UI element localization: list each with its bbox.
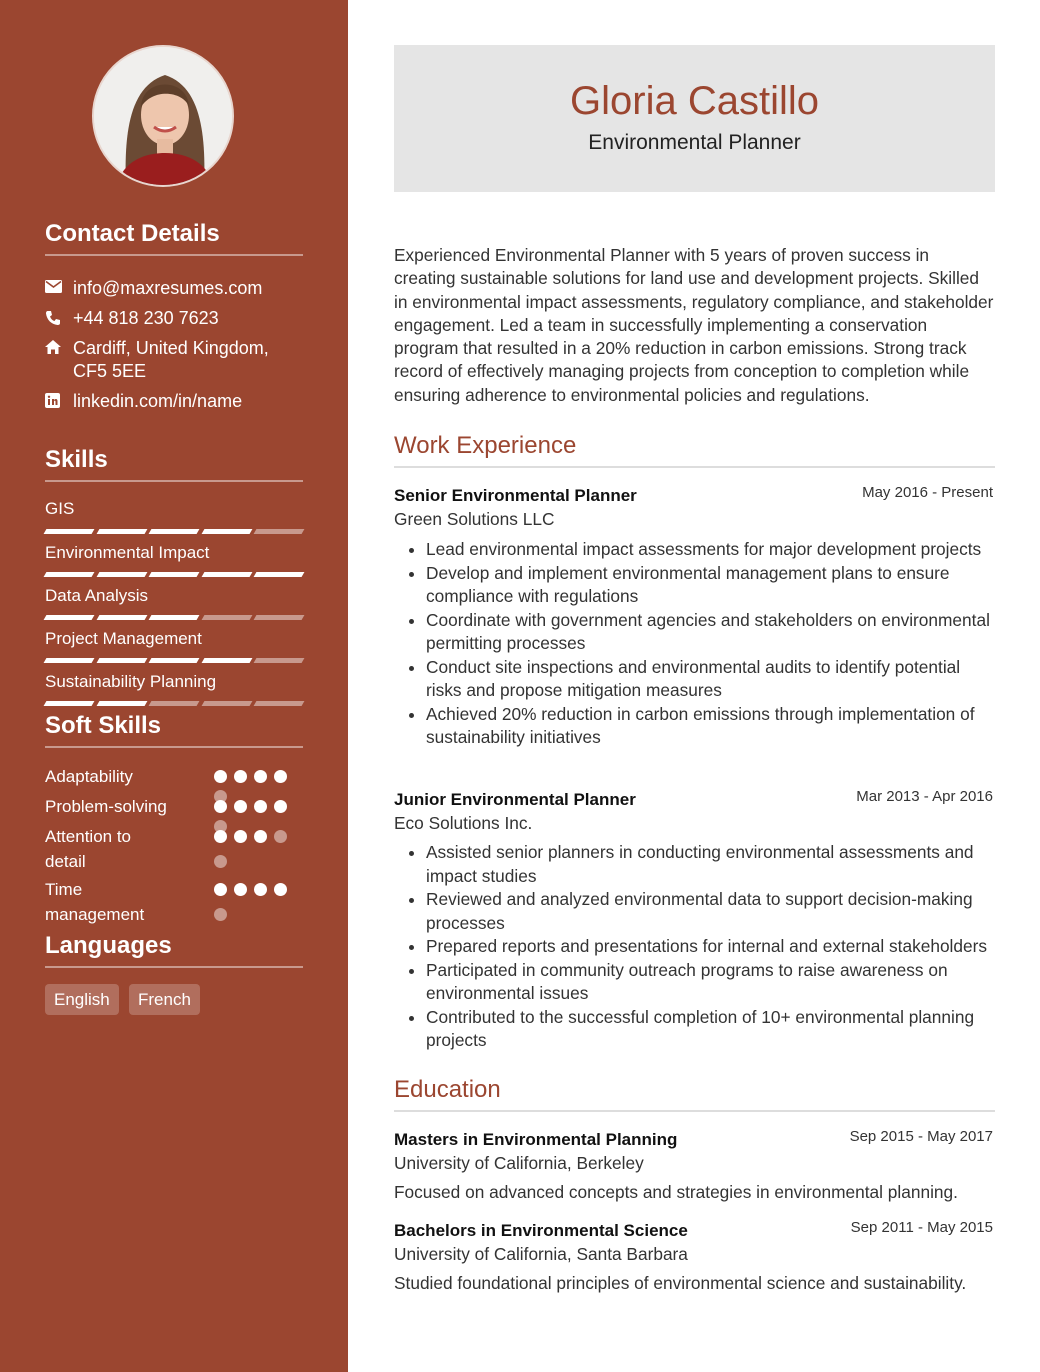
skill-level-bar — [45, 572, 303, 577]
skill-level-segment — [201, 615, 251, 620]
school-name: University of California, Berkeley — [394, 1153, 644, 1173]
rating-dot — [274, 770, 287, 783]
skill-level-segment — [149, 701, 199, 706]
skill-level-segment — [96, 529, 146, 534]
skill-level-segment — [254, 615, 304, 620]
sidebar — [0, 0, 348, 1372]
skill-level-segment — [44, 572, 94, 577]
rating-dot — [214, 770, 227, 783]
contact-email[interactable] — [45, 277, 303, 300]
rating-dot — [214, 830, 227, 843]
skill-label: GIS — [45, 499, 75, 518]
soft-skills-heading: Soft Skills — [45, 712, 303, 748]
skill-label: Project Management — [45, 629, 202, 648]
skill-level-segment — [44, 658, 94, 663]
skill-level-bar — [45, 701, 303, 706]
list-item: • Develop and implement environmental management plans to ensure compliance with regulations — [426, 562, 995, 609]
skill-level-segment — [149, 658, 199, 663]
skill-level-segment — [254, 529, 304, 534]
phone-icon — [45, 307, 73, 330]
skill-level-bar — [45, 658, 303, 663]
job-title: Junior Environmental Planner — [394, 790, 636, 809]
skill-level-segment — [149, 529, 199, 534]
list-item: • Assisted senior planners in conducting environmental assessments and impact studies — [426, 841, 995, 888]
skill-level-segment — [201, 572, 251, 577]
job-dates: Mar 2013 - Apr 2016 — [856, 788, 993, 805]
language-tag: French — [129, 984, 200, 1015]
list-item: • Coordinate with government agencies and stakeholders on environmental permitting processes — [426, 609, 995, 656]
avatar-illustration — [94, 47, 234, 187]
education-dates: Sep 2011 - May 2015 — [850, 1219, 993, 1236]
skill-label: Environmental Impact — [45, 543, 210, 562]
soft-skill-label: Time management — [45, 880, 145, 924]
soft-skill-label: Attention to detail — [45, 827, 132, 871]
linkedin-text[interactable]: linkedin.com/in/name — [73, 391, 243, 411]
education-description: Focused on advanced concepts and strategies in environmental planning. — [394, 1182, 958, 1202]
rating-dot — [214, 883, 227, 896]
rating-dot — [254, 800, 267, 813]
education-description: Studied foundational principles of environmental science and sustainability. — [394, 1273, 967, 1293]
phone-text[interactable]: +44 818 230 7623 — [73, 308, 219, 328]
list-item: • Participated in community outreach programs to raise awareness on environmental issues — [426, 959, 995, 1006]
skill-level-segment — [96, 701, 146, 706]
skill-level-segment — [201, 529, 251, 534]
job-company: Green Solutions LLC — [394, 509, 555, 529]
school-name: University of California, Santa Barbara — [394, 1244, 688, 1264]
skill-level-segment — [44, 701, 94, 706]
rating-dot — [274, 800, 287, 813]
skill-level-segment — [254, 658, 304, 663]
contact-address — [45, 337, 303, 383]
job-company: Eco Solutions Inc. — [394, 813, 533, 833]
work-experience-heading: Work Experience — [394, 432, 995, 468]
rating-dot — [234, 770, 247, 783]
list-item: • Reviewed and analyzed environmental data to support decision-making processes — [426, 888, 995, 935]
rating-dot — [254, 830, 267, 843]
soft-skill-label: Problem-solving — [45, 797, 167, 816]
skill-label: Sustainability Planning — [45, 672, 217, 691]
education-heading: Education — [394, 1076, 995, 1112]
soft-skill-label: Adaptability — [45, 767, 133, 786]
skill-level-segment — [96, 615, 146, 620]
home-icon — [45, 337, 73, 383]
envelope-icon — [45, 277, 73, 300]
candidate-name: Gloria Castillo — [570, 79, 819, 123]
degree-title: Bachelors in Environmental Science — [394, 1221, 688, 1240]
job-bullets — [394, 538, 995, 750]
skills-heading: Skills — [45, 446, 303, 482]
rating-dot — [274, 830, 287, 843]
skill-level-segment — [44, 615, 94, 620]
skill-level-segment — [96, 658, 146, 663]
job-bullets — [394, 841, 995, 1053]
job-title: Senior Environmental Planner — [394, 486, 637, 505]
rating-dot — [214, 855, 227, 868]
address-line1: Cardiff, United Kingdom, — [73, 338, 269, 358]
skill-level-bar — [45, 615, 303, 620]
email-text[interactable]: info@maxresumes.com — [73, 278, 263, 298]
skill-level-segment — [149, 615, 199, 620]
list-item: • Prepared reports and presentations for internal and external stakeholders — [426, 935, 995, 959]
skill-level-segment — [201, 701, 251, 706]
languages-heading: Languages — [45, 932, 303, 968]
rating-dot — [234, 800, 247, 813]
contact-linkedin[interactable] — [45, 390, 303, 413]
job-dates: May 2016 - Present — [862, 484, 993, 501]
skill-level-bar — [45, 529, 303, 534]
rating-dot — [214, 908, 227, 921]
rating-dot — [254, 883, 267, 896]
rating-dot — [214, 800, 227, 813]
list-item: • Lead environmental impact assessments for major development projects — [426, 538, 995, 562]
rating-dot — [234, 830, 247, 843]
address-line2: CF5 5EE — [73, 361, 147, 381]
contact-phone[interactable] — [45, 307, 303, 330]
list-item: • Conduct site inspections and environmental audits to identify potential risks and propose mitigation measures — [426, 656, 995, 703]
skill-level-segment — [96, 572, 146, 577]
skill-level-segment — [44, 529, 94, 534]
skill-label: Data Analysis — [45, 586, 148, 605]
list-item: • Contributed to the successful completion of 10+ environmental planning projects — [426, 1006, 995, 1053]
contact-heading: Contact Details — [45, 220, 303, 256]
skill-level-segment — [201, 658, 251, 663]
language-tag: English — [45, 984, 119, 1015]
rating-dot — [234, 883, 247, 896]
degree-title: Masters in Environmental Planning — [394, 1130, 678, 1149]
name-header — [394, 45, 995, 192]
list-item: • Achieved 20% reduction in carbon emissions through implementation of sustainability initiatives — [426, 703, 995, 750]
skill-level-segment — [149, 572, 199, 577]
profile-photo — [92, 45, 234, 187]
rating-dot — [254, 770, 267, 783]
profile-summary: Experienced Environmental Planner with 5 years of proven success in creating sustainable solutions for land use and development projects. Skilled in environmental impact assessments, regulatory compliance, and stakeholder engagement. Led a team in successfully implementing a conservation program that resulted in a 20% reduction in carbon emissions. Strong track record of effectively managing projects from conception to completion while ensuring adherence to environmental policies and regulations. — [394, 245, 994, 405]
skill-level-segment — [254, 572, 304, 577]
skill-level-segment — [254, 701, 304, 706]
linkedin-icon — [45, 390, 73, 413]
rating-dot — [274, 883, 287, 896]
candidate-role: Environmental Planner — [588, 131, 801, 154]
education-dates: Sep 2015 - May 2017 — [849, 1128, 993, 1145]
